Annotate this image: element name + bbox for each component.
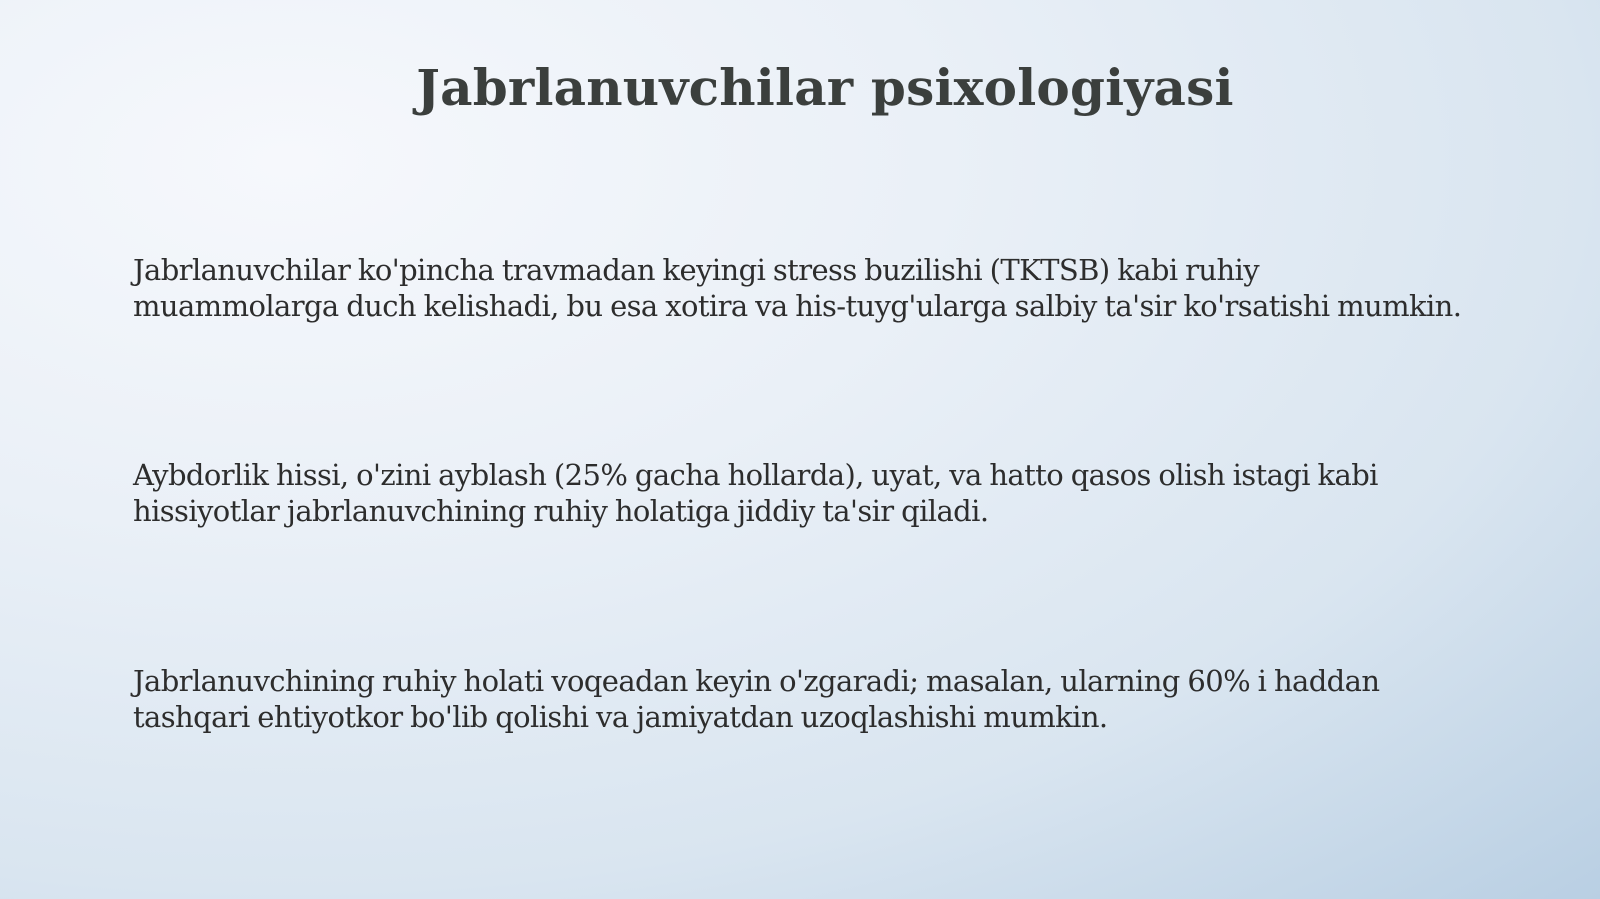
paragraph-3 xyxy=(133,663,1533,735)
paragraph-3-line-1: Jabrlanuvchining ruhiy holati voqeadan keyin o'zgaradi; masalan, ularning 60% i haddan xyxy=(133,664,1380,698)
paragraph-1-line-1: Jabrlanuvchilar ko'pincha travmadan keyingi stress buzilishi (TKTSB) kabi ruhiy xyxy=(133,253,1259,287)
slide-title: Jabrlanuvchilar psixologiyasi xyxy=(416,58,1234,117)
paragraph-2-line-2: hissiyotlar jabrlanuvchining ruhiy holatiga jiddiy ta'sir qiladi. xyxy=(133,494,989,528)
paragraph-2 xyxy=(133,457,1533,529)
paragraph-1 xyxy=(133,252,1533,324)
paragraph-1-line-2: muammolarga duch kelishadi, bu esa xotira va his-tuyg'ularga salbiy ta'sir ko'rsatishi mumkin. xyxy=(133,289,1462,323)
paragraph-3-line-2: tashqari ehtiyotkor bo'lib qolishi va jamiyatdan uzoqlashishi mumkin. xyxy=(133,700,1108,734)
paragraph-2-line-1: Aybdorlik hissi, o'zini ayblash (25% gacha hollarda), uyat, va hatto qasos olish istagi kabi xyxy=(133,458,1378,492)
